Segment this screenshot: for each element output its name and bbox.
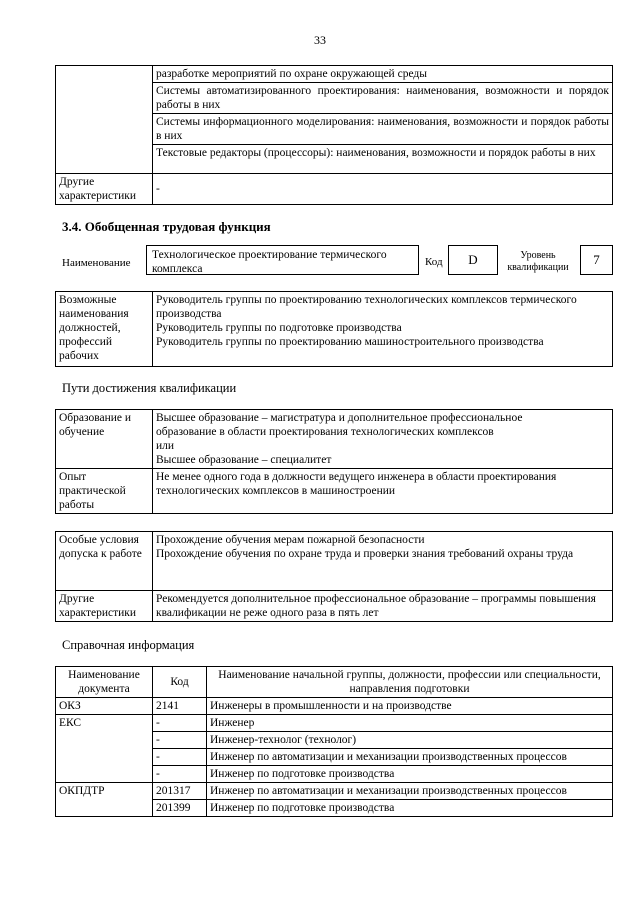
education-value (153, 410, 613, 469)
education-table (55, 409, 613, 514)
reference-code: - (153, 749, 207, 766)
experience-value: Не менее одного года в должности ведущего инженера в области проектирования технологических комплексов в машиностроении (153, 469, 613, 514)
code-label: Код (425, 256, 443, 268)
positions-table (55, 291, 613, 367)
reference-name: Инженер по подготовке производства (207, 766, 613, 783)
reference-doc: ОКПДТР (56, 783, 153, 817)
education-label: Образование и обучение (56, 410, 153, 469)
reference-code: - (153, 766, 207, 783)
education-line: Высшее образование – специалитет (156, 454, 332, 466)
reference-name: Инженер (207, 715, 613, 732)
page-number: 33 (314, 33, 326, 47)
section-heading: 3.4. Обобщенная трудовая функция (62, 219, 271, 234)
special-conditions-table (55, 531, 613, 622)
other-characteristics-label: Другие характеристики (56, 174, 153, 205)
reference-name: Инженеры в промышленности и на производстве (207, 698, 613, 715)
special-condition-item: Прохождение обучения мерам пожарной безопасности (156, 534, 425, 546)
education-line: или (156, 440, 175, 452)
qualification-paths-heading: Пути достижения квалификации (62, 381, 237, 395)
reference-code: 201399 (153, 800, 207, 817)
reference-name: Инженер по автоматизации и механизации производственных процессов (207, 749, 613, 766)
reference-code: 201317 (153, 783, 207, 800)
reference-doc: ОКЗ (56, 698, 153, 715)
knowledge-row: Системы информационного моделирования: наименования, возможности и порядок работы в них (153, 114, 613, 145)
knowledge-row: Системы автоматизированного проектирования: наименования, возможности и порядок работы в них (153, 83, 613, 114)
reference-code: - (153, 715, 207, 732)
education-line: образование в области проектирования технологических комплексов (156, 426, 494, 438)
reference-name: Инженер-технолог (технолог) (207, 732, 613, 749)
special-condition-item: Прохождение обучения по охране труда и проверки знания требований охраны труда (156, 548, 574, 560)
level-label: Уровень квалификации (507, 250, 569, 273)
positions-list (153, 292, 613, 367)
knowledge-table (55, 65, 613, 205)
reference-name: Инженер по подготовке производства (207, 800, 613, 817)
reference-header-name: Наименование начальной группы, должности, профессии или специальности, направления подготовки (207, 667, 613, 698)
reference-header-doc: Наименование документа (56, 667, 153, 698)
education-line: Высшее образование – магистратура и дополнительное профессиональное (156, 412, 523, 424)
reference-heading: Справочная информация (62, 638, 195, 652)
special-conditions-label: Особые условия допуска к работе (56, 532, 153, 591)
knowledge-row: Текстовые редакторы (процессоры): наименования, возможности и порядок работы в них (153, 145, 613, 174)
position-item: Руководитель группы по проектированию технологических комплексов термического производства (156, 294, 577, 320)
positions-label: Возможные наименования должностей, профессий рабочих (56, 292, 153, 367)
position-item: Руководитель группы по проектированию машиностроительного производства (156, 336, 544, 348)
position-item: Руководитель группы по подготовке производства (156, 322, 402, 334)
reference-header-code: Код (153, 667, 207, 698)
special-conditions-value (153, 532, 613, 591)
knowledge-row: разработке мероприятий по охране окружающей среды (153, 66, 613, 83)
experience-label: Опыт практической работы (56, 469, 153, 514)
other-characteristics-label: Другие характеристики (56, 591, 153, 622)
reference-code: - (153, 732, 207, 749)
reference-table (55, 666, 613, 817)
other-characteristics-value: - (153, 174, 613, 205)
level-value: 7 (580, 245, 613, 275)
name-value: Технологическое проектирование термического комплекса (146, 245, 419, 275)
code-value: D (448, 245, 498, 275)
other-characteristics-value: Рекомендуется дополнительное профессиональное образование – программы повышения квалификации не реже одного раза в пять лет (153, 591, 613, 622)
reference-code: 2141 (153, 698, 207, 715)
reference-name: Инженер по автоматизации и механизации производственных процессов (207, 783, 613, 800)
reference-doc: ЕКС (56, 715, 153, 783)
name-label: Наименование (62, 257, 131, 269)
empty-label-cell (56, 66, 153, 174)
